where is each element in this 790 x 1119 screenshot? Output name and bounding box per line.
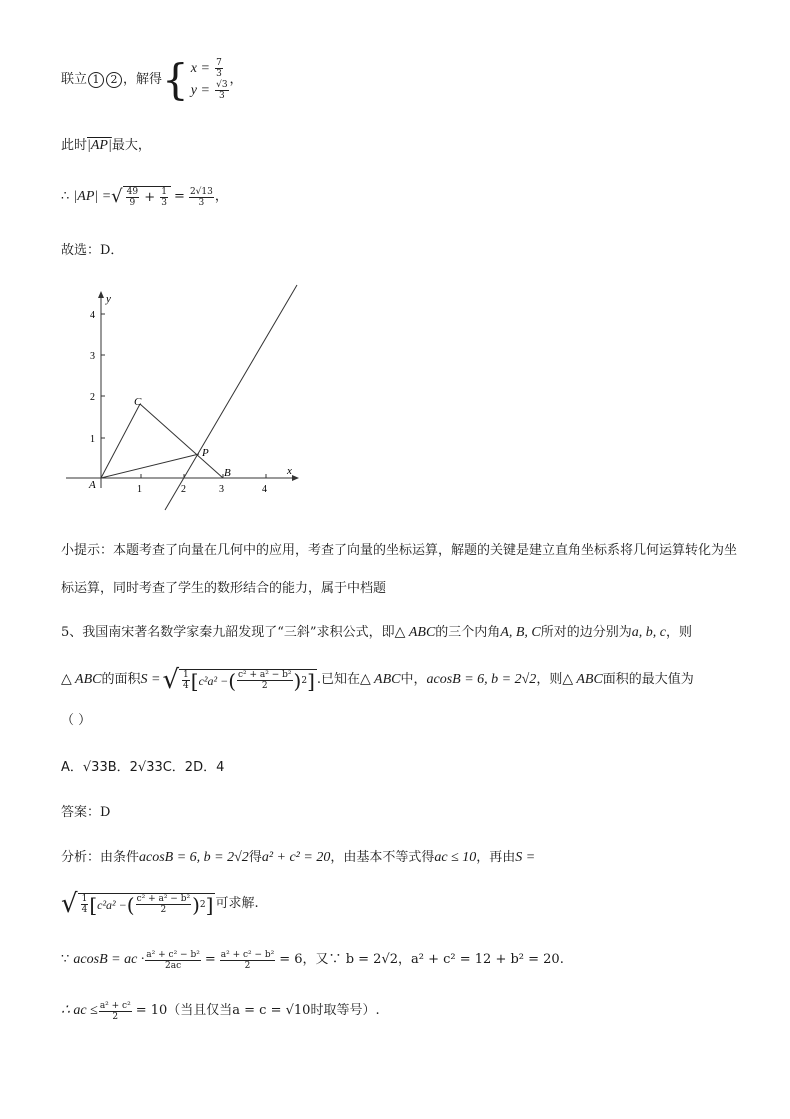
radical-icon: √ <box>111 186 123 207</box>
y-tick-3: 3 <box>90 351 95 362</box>
ap-length-lhs: |AP| = <box>73 189 112 204</box>
x-tick-2: 2 <box>181 484 186 495</box>
y-tick-2: 2 <box>90 392 95 403</box>
sqrt-content: $\frac{49}{9}$ + $\frac{1}{3}$ <box>123 186 171 208</box>
y-fraction: $\frac{√3}{3}$ <box>216 80 228 101</box>
segment-ac <box>101 404 140 478</box>
segment-cb <box>140 404 223 478</box>
analysis-line-1: 分析：由条件acosB = 6, b = 2√2得a² + c² = 20，由基本不等式得ac ≤ 10，再由S = <box>61 850 536 865</box>
q5-options: A．√33B．2√33C．2D．4 <box>61 760 225 775</box>
q5-paren: （ ） <box>61 713 92 728</box>
solution-line-3: ∴ |AP| = √ $\frac{49}{9}$ + $\frac{1}{3}$ = $\frac{2√13}{3}$ ， <box>61 186 228 208</box>
line1-mid: ，解得 <box>123 72 163 87</box>
hint-paragraph: 小提示：本题考查了向量在几何中的应用，考查了向量的坐标运算，解题的关键是建立直角坐标系将几何运算转化为坐标运算，同时考查了学生的数形结合的能力，属于中档题 <box>61 543 738 596</box>
solution-line-1 <box>61 50 243 110</box>
x-tick-1: 1 <box>137 484 142 495</box>
point-a-label: A <box>89 479 96 491</box>
circle-2-icon: 2 <box>106 72 122 88</box>
point-p-label: P <box>202 447 209 459</box>
result-fraction: $\frac{2√13}{3}$ <box>189 186 213 208</box>
left-brace-icon: { <box>162 55 189 104</box>
equation-system <box>191 58 230 102</box>
x-axis-label: x <box>287 465 292 477</box>
q5-line-1: 5、我国南宋著名数学家秦九韶发现了“三斜”求积公式，即△ ABC的三个内角A, B, C所对的边分别为a, b, c，则 <box>61 625 693 640</box>
circle-1-icon: 1 <box>88 72 104 88</box>
line2-prefix: 此时 <box>61 138 88 153</box>
x-tick-4: 4 <box>262 484 267 495</box>
y-axis-label: y <box>106 293 111 305</box>
solution-line-2 <box>61 136 151 156</box>
point-b-label: B <box>224 467 231 479</box>
tangent-line <box>165 285 297 510</box>
proof-line-2: ∴ ac ≤ $\frac{\text{a² + c²}}{2}$ = 10（当且仅当a = c = √10时取等号）. <box>61 1000 380 1022</box>
x-eq-lhs: x = <box>190 61 210 76</box>
qin-formula: $\frac{1}{4}$ [ c²a² − ( $\frac{\text{c² + a² − b²}}{2}$ ) 2 ] <box>179 669 317 691</box>
y-eq-lhs: y = <box>190 83 210 98</box>
because-icon: ∵ <box>61 952 70 967</box>
x-tick-3: 3 <box>219 484 224 495</box>
analysis-line-2: √ $\frac{1}{4}$ [ c²a² − ( $\frac{\text{c² + a² − b²}}{2}$ ) 2 ] 可求解. <box>61 889 259 919</box>
q5-line-2: △ ABC 的面积 S = √ $\frac{1}{4}$ [ c²a² − ( $\frac{\text{c² + a² − b²}}{2}$ ) 2 ] .已知在 △ ABC 中， acosB = 6, b = 2√2 ，则 △ ABC 面积的最大值为 <box>61 665 694 695</box>
y-tick-4: 4 <box>90 310 95 321</box>
line1-suffix: ， <box>229 72 243 87</box>
proof-line-1: ∵ acosB = ac · $\frac{\text{a² + c² − b²}}{2ac}$ = $\frac{\text{a² + c² − b²}}{2}$ = 6，又∵ b = 2√2，a² + c² = 12 + b² = 20. <box>61 949 564 971</box>
y-tick-1: 1 <box>90 434 95 445</box>
line1-prefix: 联立 <box>61 72 88 87</box>
radical-icon: √ <box>162 665 180 695</box>
coordinate-figure <box>60 282 310 522</box>
line2-suffix: 最大， <box>111 138 151 153</box>
radical-icon: √ <box>61 889 78 919</box>
vector-ap: |AP| <box>87 138 112 153</box>
therefore-icon: ∴ <box>61 189 70 204</box>
qin-formula-2: $\frac{1}{4}$ [ c²a² − ( $\frac{\text{c² + a² − b²}}{2}$ ) 2 ] <box>78 893 216 915</box>
point-c-label: C <box>134 396 142 408</box>
q5-answer: 答案：D <box>61 805 111 820</box>
answer-choice-line: 故选：D． <box>61 243 124 258</box>
x-fraction: $\frac{7}{3}$ <box>216 58 222 79</box>
